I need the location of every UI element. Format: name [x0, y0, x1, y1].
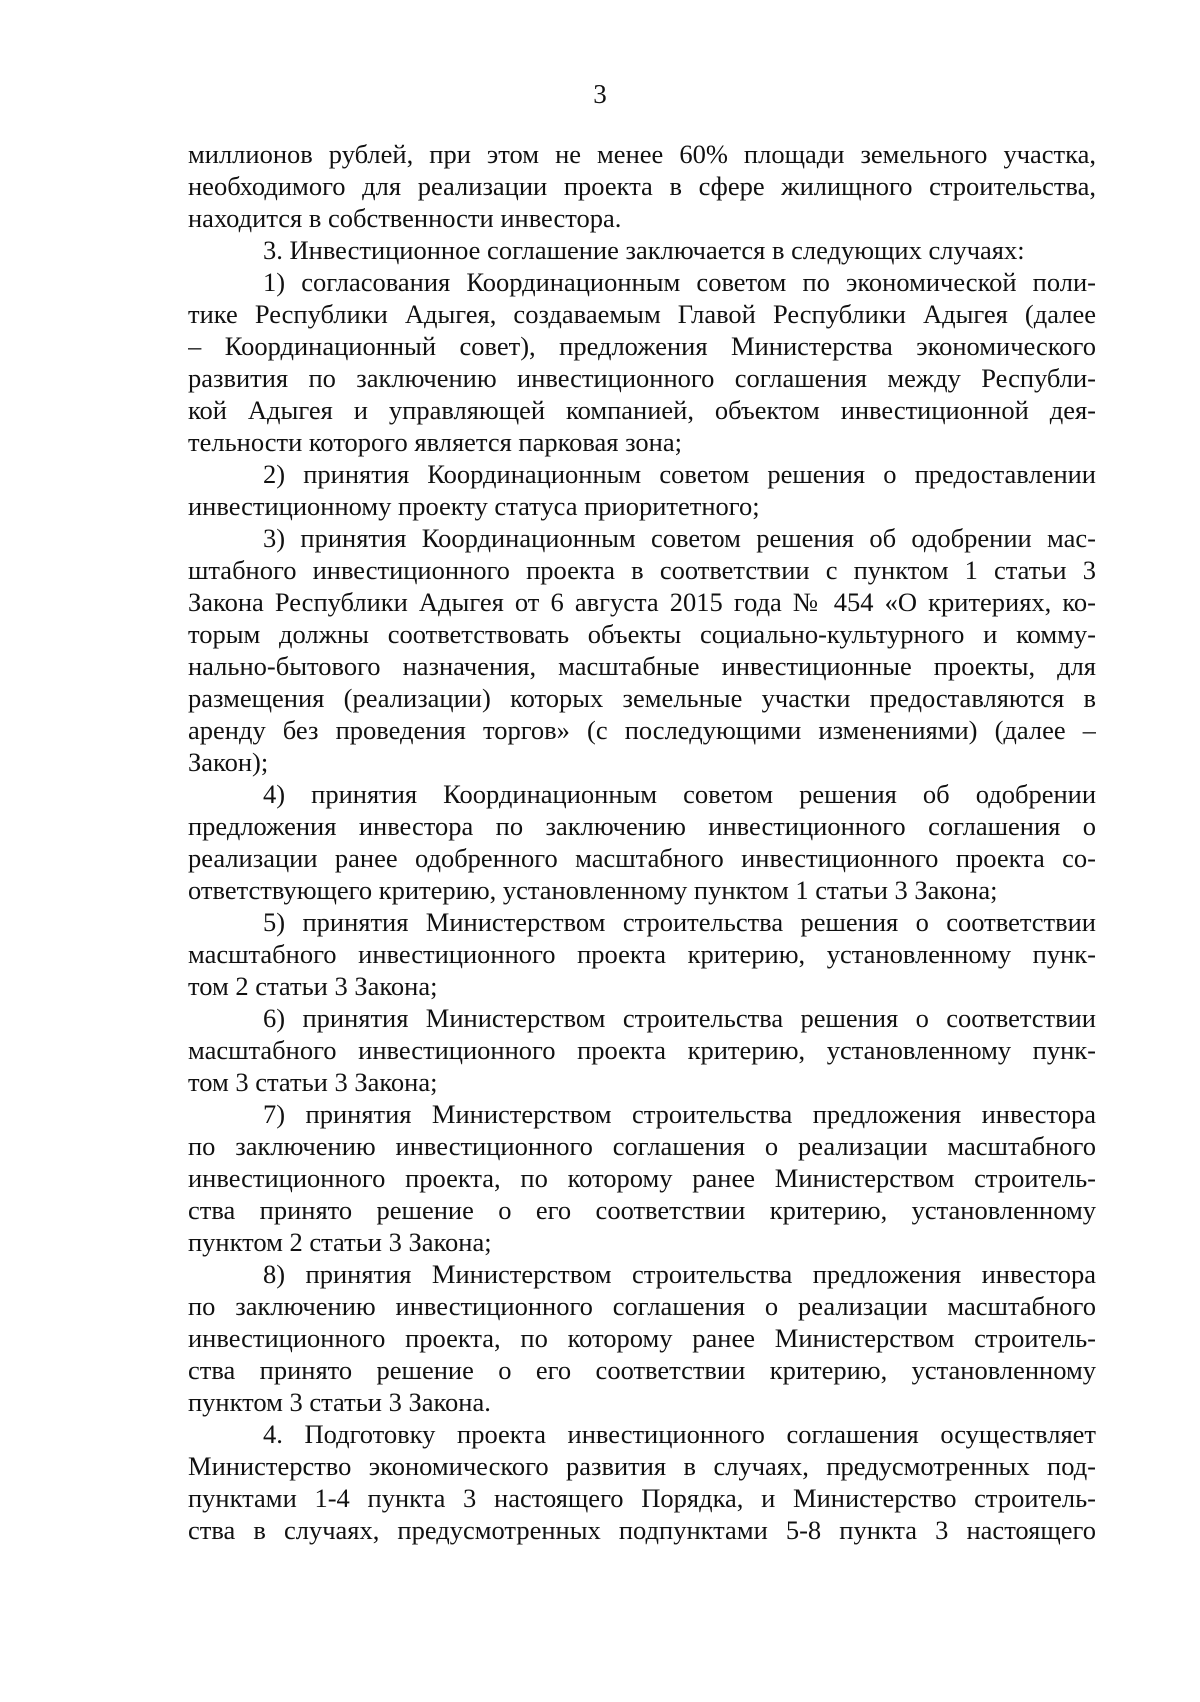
text-line: штабного инвестиционного проекта в соответствии с пунктом 1 статьи 3 [188, 555, 1096, 585]
text-line: том 2 статьи 3 Закона; [188, 971, 438, 1001]
text-line: пунктом 3 статьи 3 Закона. [188, 1387, 491, 1417]
text-line: 8) принятия Министерством строительства предложения инвестора [263, 1259, 1096, 1289]
text-line: 4) принятия Координационным советом решения об одобрении [263, 779, 1096, 809]
text-line: реализации ранее одобренного масштабного инвестиционного проекта со- [188, 843, 1096, 873]
text-line: ответствующего критерию, установленному пунктом 1 статьи 3 Закона; [188, 875, 998, 905]
text-line: инвестиционному проекту статуса приоритетного; [188, 491, 760, 521]
text-line: 4. Подготовку проекта инвестиционного соглашения осуществляет [263, 1419, 1096, 1449]
text-line: ства принято решение о его соответствии критерию, установленному [188, 1195, 1096, 1225]
text-line: 6) принятия Министерством строительства решения о соответствии [263, 1003, 1096, 1033]
text-line: размещения (реализации) которых земельные участки предоставляются в [188, 683, 1096, 713]
text-line: аренду без проведения торгов» (с последующими изменениями) (далее – [188, 715, 1096, 745]
text-line: 3) принятия Координационным советом решения об одобрении мас- [263, 523, 1096, 553]
page-number: 3 [593, 79, 607, 109]
text-line: миллионов рублей, при этом не менее 60% площади земельного участка, [188, 139, 1096, 169]
text-line: масштабного инвестиционного проекта критерию, установленному пунк- [188, 939, 1096, 969]
text-line: кой Адыгея и управляющей компанией, объектом инвестиционной дея- [188, 395, 1096, 425]
text-line: – Координационный совет), предложения Министерства экономического [188, 331, 1096, 361]
text-line: тельности которого является парковая зона; [188, 427, 682, 457]
text-line: инвестиционного проекта, по которому ранее Министерством строитель- [188, 1163, 1096, 1193]
text-line: по заключению инвестиционного соглашения о реализации масштабного [188, 1131, 1096, 1161]
text-line: Закон); [188, 747, 269, 777]
document-body [188, 138, 1096, 1546]
text-line: 2) принятия Координационным советом решения о предоставлении [263, 459, 1096, 489]
text-line: торым должны соответствовать объекты социально-культурного и комму- [188, 619, 1096, 649]
text-line: 3. Инвестиционное соглашение заключается в следующих случаях: [263, 235, 1025, 265]
text-line: пунктами 1-4 пункта 3 настоящего Порядка, и Министерство строитель- [188, 1483, 1096, 1513]
text-line: предложения инвестора по заключению инвестиционного соглашения о [188, 811, 1096, 841]
text-line: тике Республики Адыгея, создаваемым Главой Республики Адыгея (далее [188, 299, 1096, 329]
text-line: том 3 статьи 3 Закона; [188, 1067, 438, 1097]
text-line: пунктом 2 статьи 3 Закона; [188, 1227, 492, 1257]
text-line: развития по заключению инвестиционного соглашения между Республи- [188, 363, 1096, 393]
text-line: по заключению инвестиционного соглашения о реализации масштабного [188, 1291, 1096, 1321]
text-line: 1) согласования Координационным советом по экономической поли- [263, 267, 1096, 297]
text-line: ства в случаях, предусмотренных подпунктами 5-8 пункта 3 настоящего [188, 1515, 1096, 1545]
text-line: масштабного инвестиционного проекта критерию, установленному пунк- [188, 1035, 1096, 1065]
text-line: инвестиционного проекта, по которому ранее Министерством строитель- [188, 1323, 1096, 1353]
text-line: ства принято решение о его соответствии критерию, установленному [188, 1355, 1096, 1385]
text-line: необходимого для реализации проекта в сфере жилищного строительства, [188, 171, 1096, 201]
text-line: нально-бытового назначения, масштабные инвестиционные проекты, для [188, 651, 1096, 681]
text-line: 5) принятия Министерством строительства решения о соответствии [263, 907, 1096, 937]
text-line: находится в собственности инвестора. [188, 203, 622, 233]
text-line: Закона Республики Адыгея от 6 августа 2015 года № 454 «О критериях, ко- [188, 587, 1096, 617]
text-line: Министерство экономического развития в случаях, предусмотренных под- [188, 1451, 1096, 1481]
text-line: 7) принятия Министерством строительства предложения инвестора [263, 1099, 1096, 1129]
